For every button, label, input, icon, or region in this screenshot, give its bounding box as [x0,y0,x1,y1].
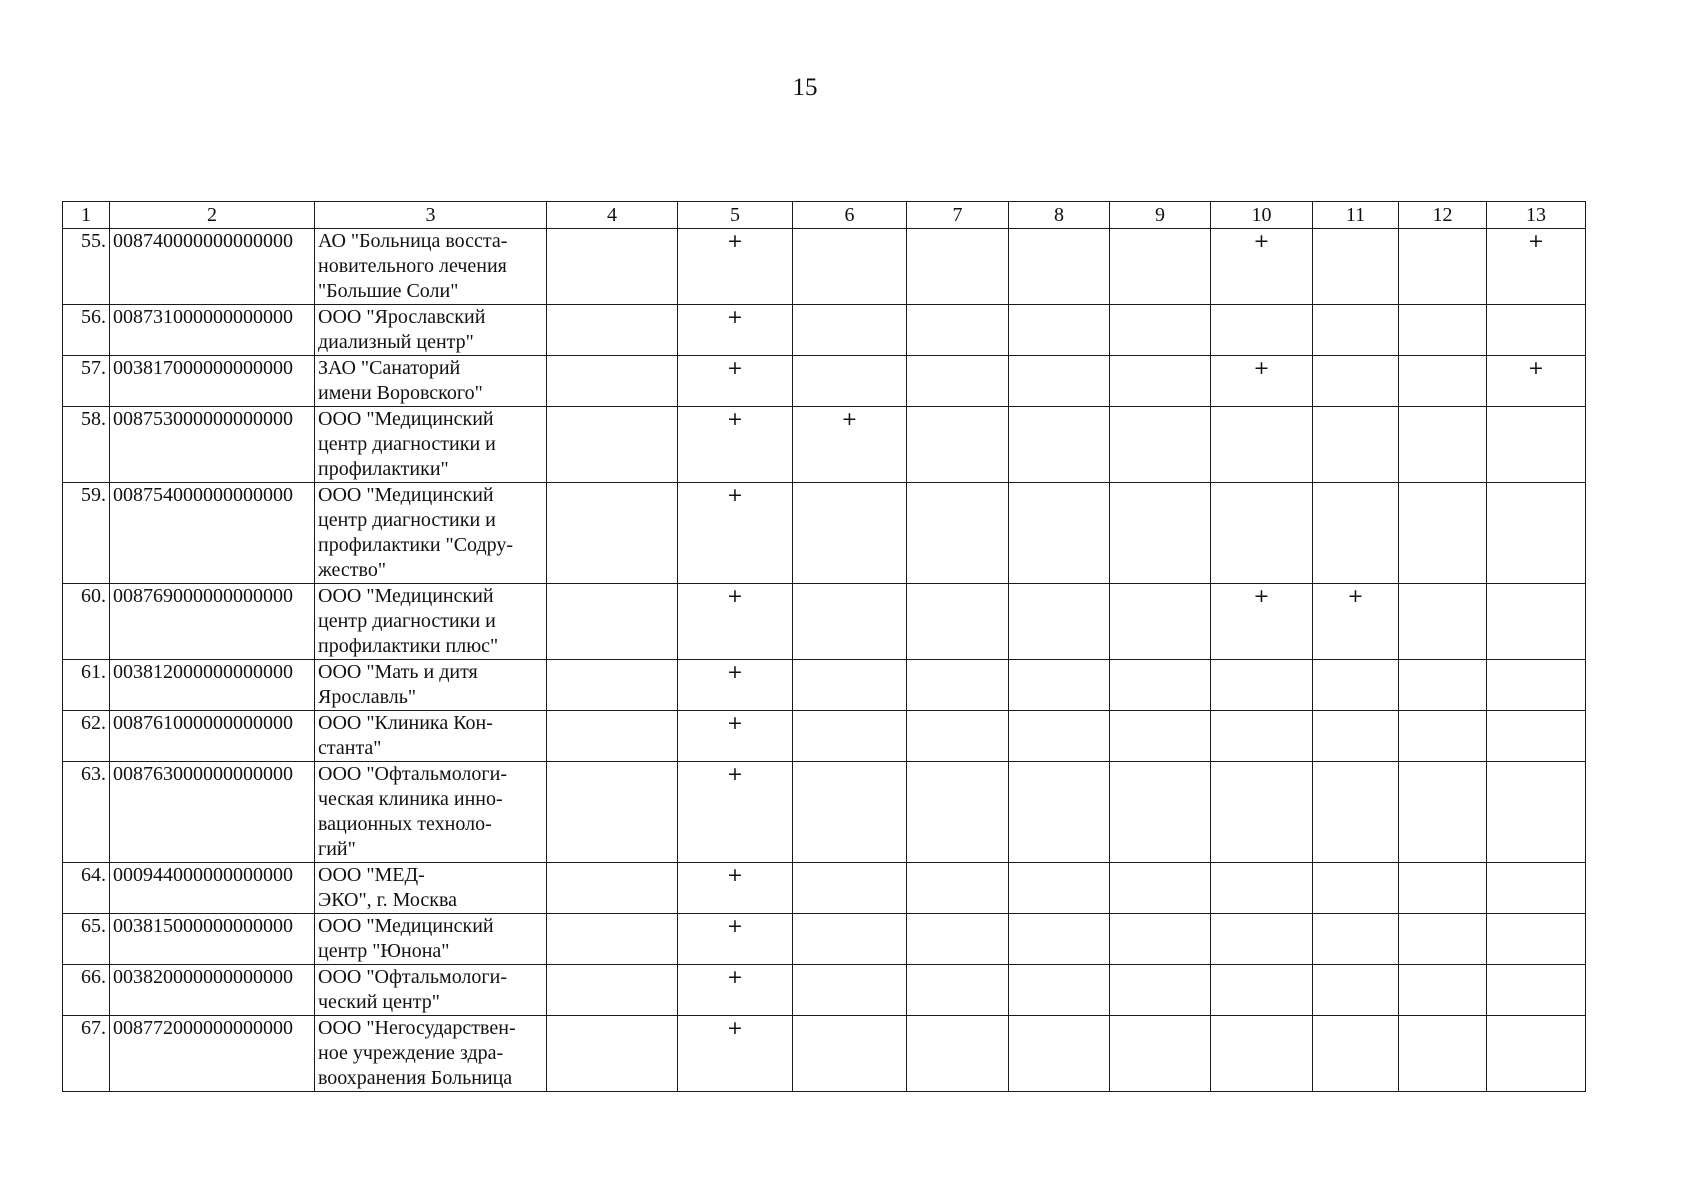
mark-cell-col-4 [547,965,678,1016]
table-body [63,229,1586,1092]
mark-cell-col-5: + [678,483,793,584]
mark-cell-col-10: + [1211,356,1313,407]
mark-cell-col-13 [1487,483,1586,584]
mark-cell-col-11 [1313,965,1399,1016]
mark-cell-col-5: + [678,914,793,965]
mark-cell-col-8 [1009,914,1110,965]
mark-cell-col-10: + [1211,229,1313,305]
table-row [63,483,1586,584]
organization-name: ООО "Клиника Кон- станта" [315,711,547,762]
organization-code: 008731000000000000 [110,305,315,356]
mark-cell-col-6 [793,305,907,356]
mark-cell-col-9 [1110,660,1211,711]
mark-cell-col-5: + [678,863,793,914]
organization-code: 008740000000000000 [110,229,315,305]
organization-code: 003815000000000000 [110,914,315,965]
mark-cell-col-5: + [678,711,793,762]
table-row [63,305,1586,356]
mark-cell-col-4 [547,584,678,660]
organization-name: ООО "Медицинский центр диагностики и профилактики плюс" [315,584,547,660]
column-header-5: 5 [678,202,793,229]
mark-cell-col-12 [1399,584,1487,660]
table-row [63,711,1586,762]
organization-name: ООО "Офтальмологи- ческий центр" [315,965,547,1016]
column-header-8: 8 [1009,202,1110,229]
mark-cell-col-13 [1487,1016,1586,1092]
page-number: 15 [792,74,818,101]
mark-cell-col-13 [1487,914,1586,965]
mark-cell-col-8 [1009,711,1110,762]
row-number: 67. [63,1016,110,1092]
mark-cell-col-5: + [678,762,793,863]
mark-cell-col-10 [1211,305,1313,356]
mark-cell-col-5: + [678,229,793,305]
mark-cell-col-7 [907,965,1009,1016]
table-header [63,202,1586,229]
table-row [63,914,1586,965]
organization-code: 003820000000000000 [110,965,315,1016]
column-header-4: 4 [547,202,678,229]
mark-cell-col-7 [907,229,1009,305]
mark-cell-col-10 [1211,1016,1313,1092]
mark-cell-col-10 [1211,863,1313,914]
table-row [63,229,1586,305]
mark-cell-col-6 [793,965,907,1016]
mark-cell-col-12 [1399,229,1487,305]
column-header-6: 6 [793,202,907,229]
mark-cell-col-7 [907,711,1009,762]
mark-cell-col-4 [547,914,678,965]
row-number: 61. [63,660,110,711]
mark-cell-col-6 [793,762,907,863]
mark-cell-col-9 [1110,762,1211,863]
mark-cell-col-12 [1399,483,1487,584]
mark-cell-col-9 [1110,1016,1211,1092]
row-number: 58. [63,407,110,483]
mark-cell-col-10 [1211,711,1313,762]
mark-cell-col-7 [907,483,1009,584]
mark-cell-col-6: + [793,407,907,483]
mark-cell-col-12 [1399,1016,1487,1092]
mark-cell-col-11 [1313,356,1399,407]
mark-cell-col-5: + [678,965,793,1016]
mark-cell-col-4 [547,229,678,305]
mark-cell-col-4 [547,863,678,914]
mark-cell-col-5: + [678,584,793,660]
organization-code: 008761000000000000 [110,711,315,762]
mark-cell-col-13 [1487,863,1586,914]
mark-cell-col-11 [1313,483,1399,584]
mark-cell-col-5: + [678,660,793,711]
column-header-2: 2 [110,202,315,229]
mark-cell-col-10 [1211,407,1313,483]
mark-cell-col-8 [1009,584,1110,660]
mark-cell-col-8 [1009,660,1110,711]
mark-cell-col-6 [793,1016,907,1092]
mark-cell-col-6 [793,863,907,914]
mark-cell-col-7 [907,762,1009,863]
mark-cell-col-8 [1009,229,1110,305]
registry-table [62,201,1586,1092]
table-row [63,584,1586,660]
mark-cell-col-7 [907,914,1009,965]
mark-cell-col-11 [1313,305,1399,356]
mark-cell-col-8 [1009,483,1110,584]
mark-cell-col-4 [547,762,678,863]
mark-cell-col-13 [1487,762,1586,863]
table-row [63,965,1586,1016]
table-row [63,407,1586,483]
mark-cell-col-12 [1399,762,1487,863]
mark-cell-col-11 [1313,914,1399,965]
mark-cell-col-9 [1110,965,1211,1016]
mark-cell-col-10 [1211,914,1313,965]
mark-cell-col-12 [1399,863,1487,914]
row-number: 59. [63,483,110,584]
mark-cell-col-10 [1211,965,1313,1016]
mark-cell-col-9 [1110,914,1211,965]
mark-cell-col-6 [793,229,907,305]
row-number: 65. [63,914,110,965]
row-number: 57. [63,356,110,407]
organization-code: 008753000000000000 [110,407,315,483]
mark-cell-col-12 [1399,914,1487,965]
header-row [63,202,1586,229]
column-header-13: 13 [1487,202,1586,229]
organization-name: ООО "Офтальмологи- ческая клиника инно- вационных техноло- гий" [315,762,547,863]
mark-cell-col-12 [1399,660,1487,711]
organization-code: 008763000000000000 [110,762,315,863]
mark-cell-col-9 [1110,356,1211,407]
column-header-12: 12 [1399,202,1487,229]
organization-name: ООО "Мать и дитя Ярославль" [315,660,547,711]
mark-cell-col-8 [1009,407,1110,483]
mark-cell-col-6 [793,914,907,965]
mark-cell-col-11: + [1313,584,1399,660]
mark-cell-col-11 [1313,229,1399,305]
organization-name: ООО "Медицинский центр "Юнона" [315,914,547,965]
row-number: 62. [63,711,110,762]
table-row [63,863,1586,914]
mark-cell-col-12 [1399,711,1487,762]
organization-code: 008772000000000000 [110,1016,315,1092]
mark-cell-col-9 [1110,407,1211,483]
column-header-10: 10 [1211,202,1313,229]
organization-code: 003812000000000000 [110,660,315,711]
mark-cell-col-4 [547,483,678,584]
organization-name: ЗАО "Санаторий имени Воровского" [315,356,547,407]
mark-cell-col-10 [1211,660,1313,711]
organization-code: 003817000000000000 [110,356,315,407]
row-number: 55. [63,229,110,305]
row-number: 56. [63,305,110,356]
row-number: 60. [63,584,110,660]
column-header-7: 7 [907,202,1009,229]
mark-cell-col-5: + [678,356,793,407]
mark-cell-col-10: + [1211,584,1313,660]
mark-cell-col-9 [1110,483,1211,584]
mark-cell-col-8 [1009,356,1110,407]
table-row [63,356,1586,407]
mark-cell-col-13 [1487,711,1586,762]
mark-cell-col-5: + [678,407,793,483]
mark-cell-col-7 [907,660,1009,711]
mark-cell-col-4 [547,1016,678,1092]
mark-cell-col-13 [1487,965,1586,1016]
column-header-1: 1 [63,202,110,229]
mark-cell-col-13: + [1487,229,1586,305]
mark-cell-col-9 [1110,584,1211,660]
mark-cell-col-9 [1110,229,1211,305]
mark-cell-col-9 [1110,863,1211,914]
mark-cell-col-5: + [678,305,793,356]
mark-cell-col-11 [1313,660,1399,711]
mark-cell-col-4 [547,356,678,407]
mark-cell-col-9 [1110,711,1211,762]
table-row [63,1016,1586,1092]
mark-cell-col-8 [1009,762,1110,863]
mark-cell-col-7 [907,305,1009,356]
organization-name: АО "Больница восста- новительного лечения "Большие Соли" [315,229,547,305]
mark-cell-col-13 [1487,407,1586,483]
mark-cell-col-13 [1487,584,1586,660]
column-header-11: 11 [1313,202,1399,229]
mark-cell-col-12 [1399,965,1487,1016]
column-header-9: 9 [1110,202,1211,229]
mark-cell-col-11 [1313,762,1399,863]
mark-cell-col-4 [547,711,678,762]
mark-cell-col-13 [1487,305,1586,356]
mark-cell-col-13: + [1487,356,1586,407]
mark-cell-col-6 [793,711,907,762]
mark-cell-col-11 [1313,1016,1399,1092]
organization-code: 008754000000000000 [110,483,315,584]
mark-cell-col-6 [793,584,907,660]
table-row [63,660,1586,711]
row-number: 66. [63,965,110,1016]
mark-cell-col-6 [793,356,907,407]
mark-cell-col-10 [1211,483,1313,584]
row-number: 63. [63,762,110,863]
column-header-3: 3 [315,202,547,229]
organization-name: ООО "Негосударствен- ное учреждение здра- воохранения Больница [315,1016,547,1092]
mark-cell-col-5: + [678,1016,793,1092]
organization-name: ООО "Медицинский центр диагностики и профилактики" [315,407,547,483]
mark-cell-col-10 [1211,762,1313,863]
mark-cell-col-6 [793,660,907,711]
mark-cell-col-8 [1009,965,1110,1016]
mark-cell-col-7 [907,407,1009,483]
mark-cell-col-12 [1399,305,1487,356]
organization-code: 000944000000000000 [110,863,315,914]
mark-cell-col-8 [1009,1016,1110,1092]
mark-cell-col-9 [1110,305,1211,356]
organization-code: 008769000000000000 [110,584,315,660]
mark-cell-col-8 [1009,863,1110,914]
mark-cell-col-8 [1009,305,1110,356]
table-row [63,762,1586,863]
row-number: 64. [63,863,110,914]
organization-name: ООО "МЕД- ЭКО", г. Москва [315,863,547,914]
mark-cell-col-7 [907,356,1009,407]
mark-cell-col-4 [547,305,678,356]
mark-cell-col-7 [907,863,1009,914]
mark-cell-col-12 [1399,356,1487,407]
mark-cell-col-11 [1313,711,1399,762]
mark-cell-col-4 [547,407,678,483]
mark-cell-col-11 [1313,407,1399,483]
mark-cell-col-6 [793,483,907,584]
mark-cell-col-7 [907,1016,1009,1092]
organization-name: ООО "Ярославский диализный центр" [315,305,547,356]
mark-cell-col-13 [1487,660,1586,711]
mark-cell-col-4 [547,660,678,711]
mark-cell-col-7 [907,584,1009,660]
mark-cell-col-11 [1313,863,1399,914]
organization-name: ООО "Медицинский центр диагностики и профилактики "Содру- жество" [315,483,547,584]
mark-cell-col-12 [1399,407,1487,483]
